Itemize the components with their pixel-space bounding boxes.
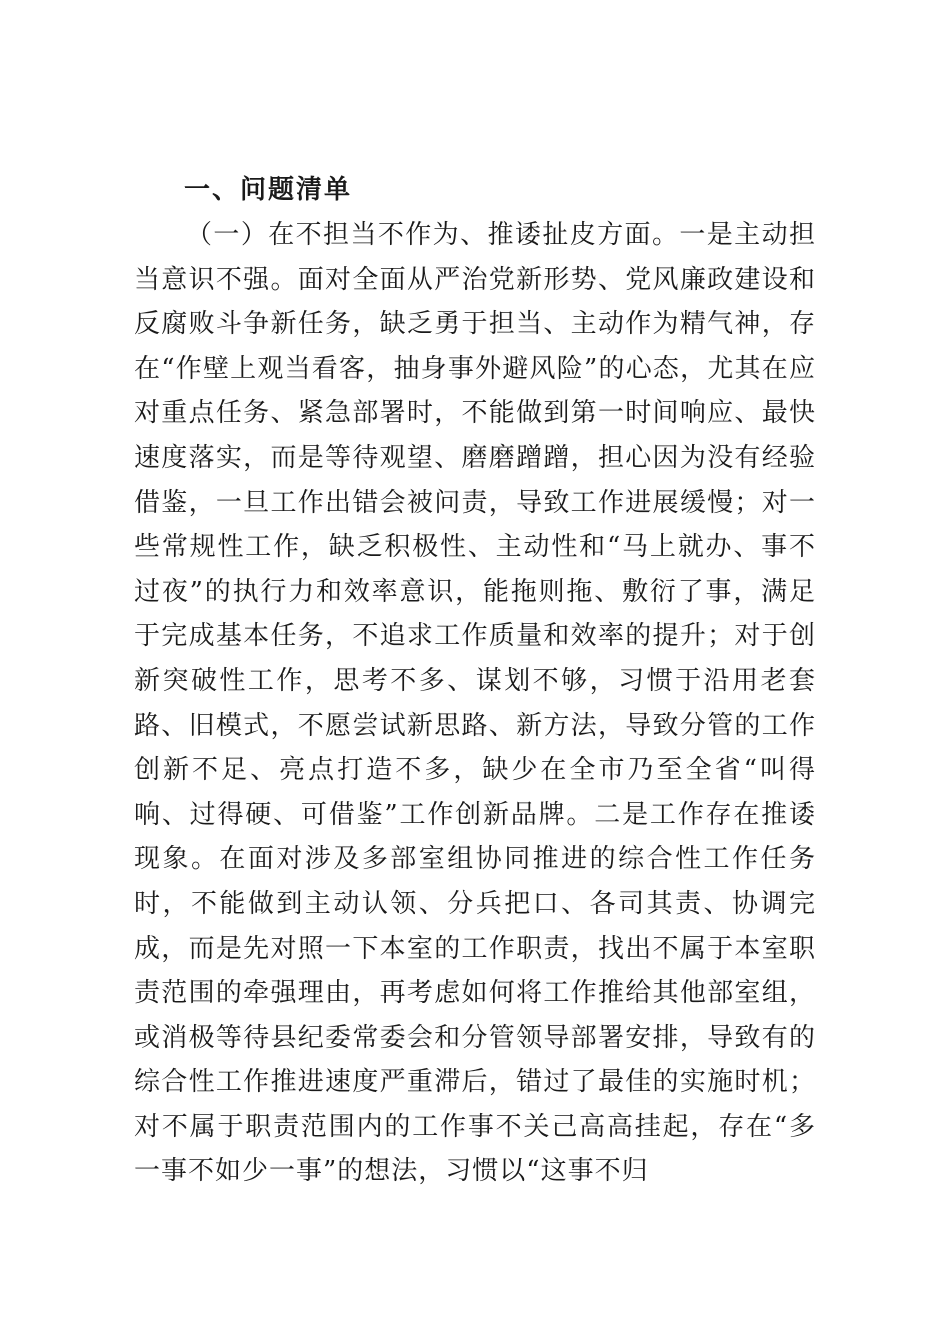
document-body	[134, 170, 816, 1194]
section-heading: 一、问题清单	[184, 175, 353, 205]
body-paragraph: （一）在不担当不作为、推诿扯皮方面。一是主动担当意识不强。面对全面从严治党新形势、党风廉政建设和反腐败斗争新任务，缺乏勇于担当、主动作为精气神，存在“作壁上观当看客，抽身事外避风险”的心态，尤其在应对重点任务、紧急部署时，不能做到第一时间响应、最快速度落实，而是等待观望、磨磨蹭蹭，担心因为没有经验借鉴，一旦工作出错会被问责，导致工作进展缓慢；对一些常规性工作，缺乏积极性、主动性和“马上就办、事不过夜”的执行力和效率意识，能拖则拖、敷衍了事，满足于完成基本任务，不追求工作质量和效率的提升；对于创新突破性工作，思考不多、谋划不够，习惯于沿用老套路、旧模式，不愿尝试新思路、新方法，导致分管的工作创新不足、亮点打造不多，缺少在全市乃至全省“叫得响、过得硬、可借鉴”工作创新品牌。二是工作存在推诿现象。在面对涉及多部室组协同推进的综合性工作任务时，不能做到主动认领、分兵把口、各司其责、协调完成，而是先对照一下本室的工作职责，找出不属于本室职责范围的牵强理由，再考虑如何将工作推给其他部室组，或消极等待县纪委常委会和分管领导部署安排，导致有的综合性工作推进速度严重滞后，错过了最佳的实施时机；对不属于职责范围内的工作事不关己高高挂起，存在“多一事不如少一事”的想法，习惯以“这事不归	[134, 220, 816, 1187]
